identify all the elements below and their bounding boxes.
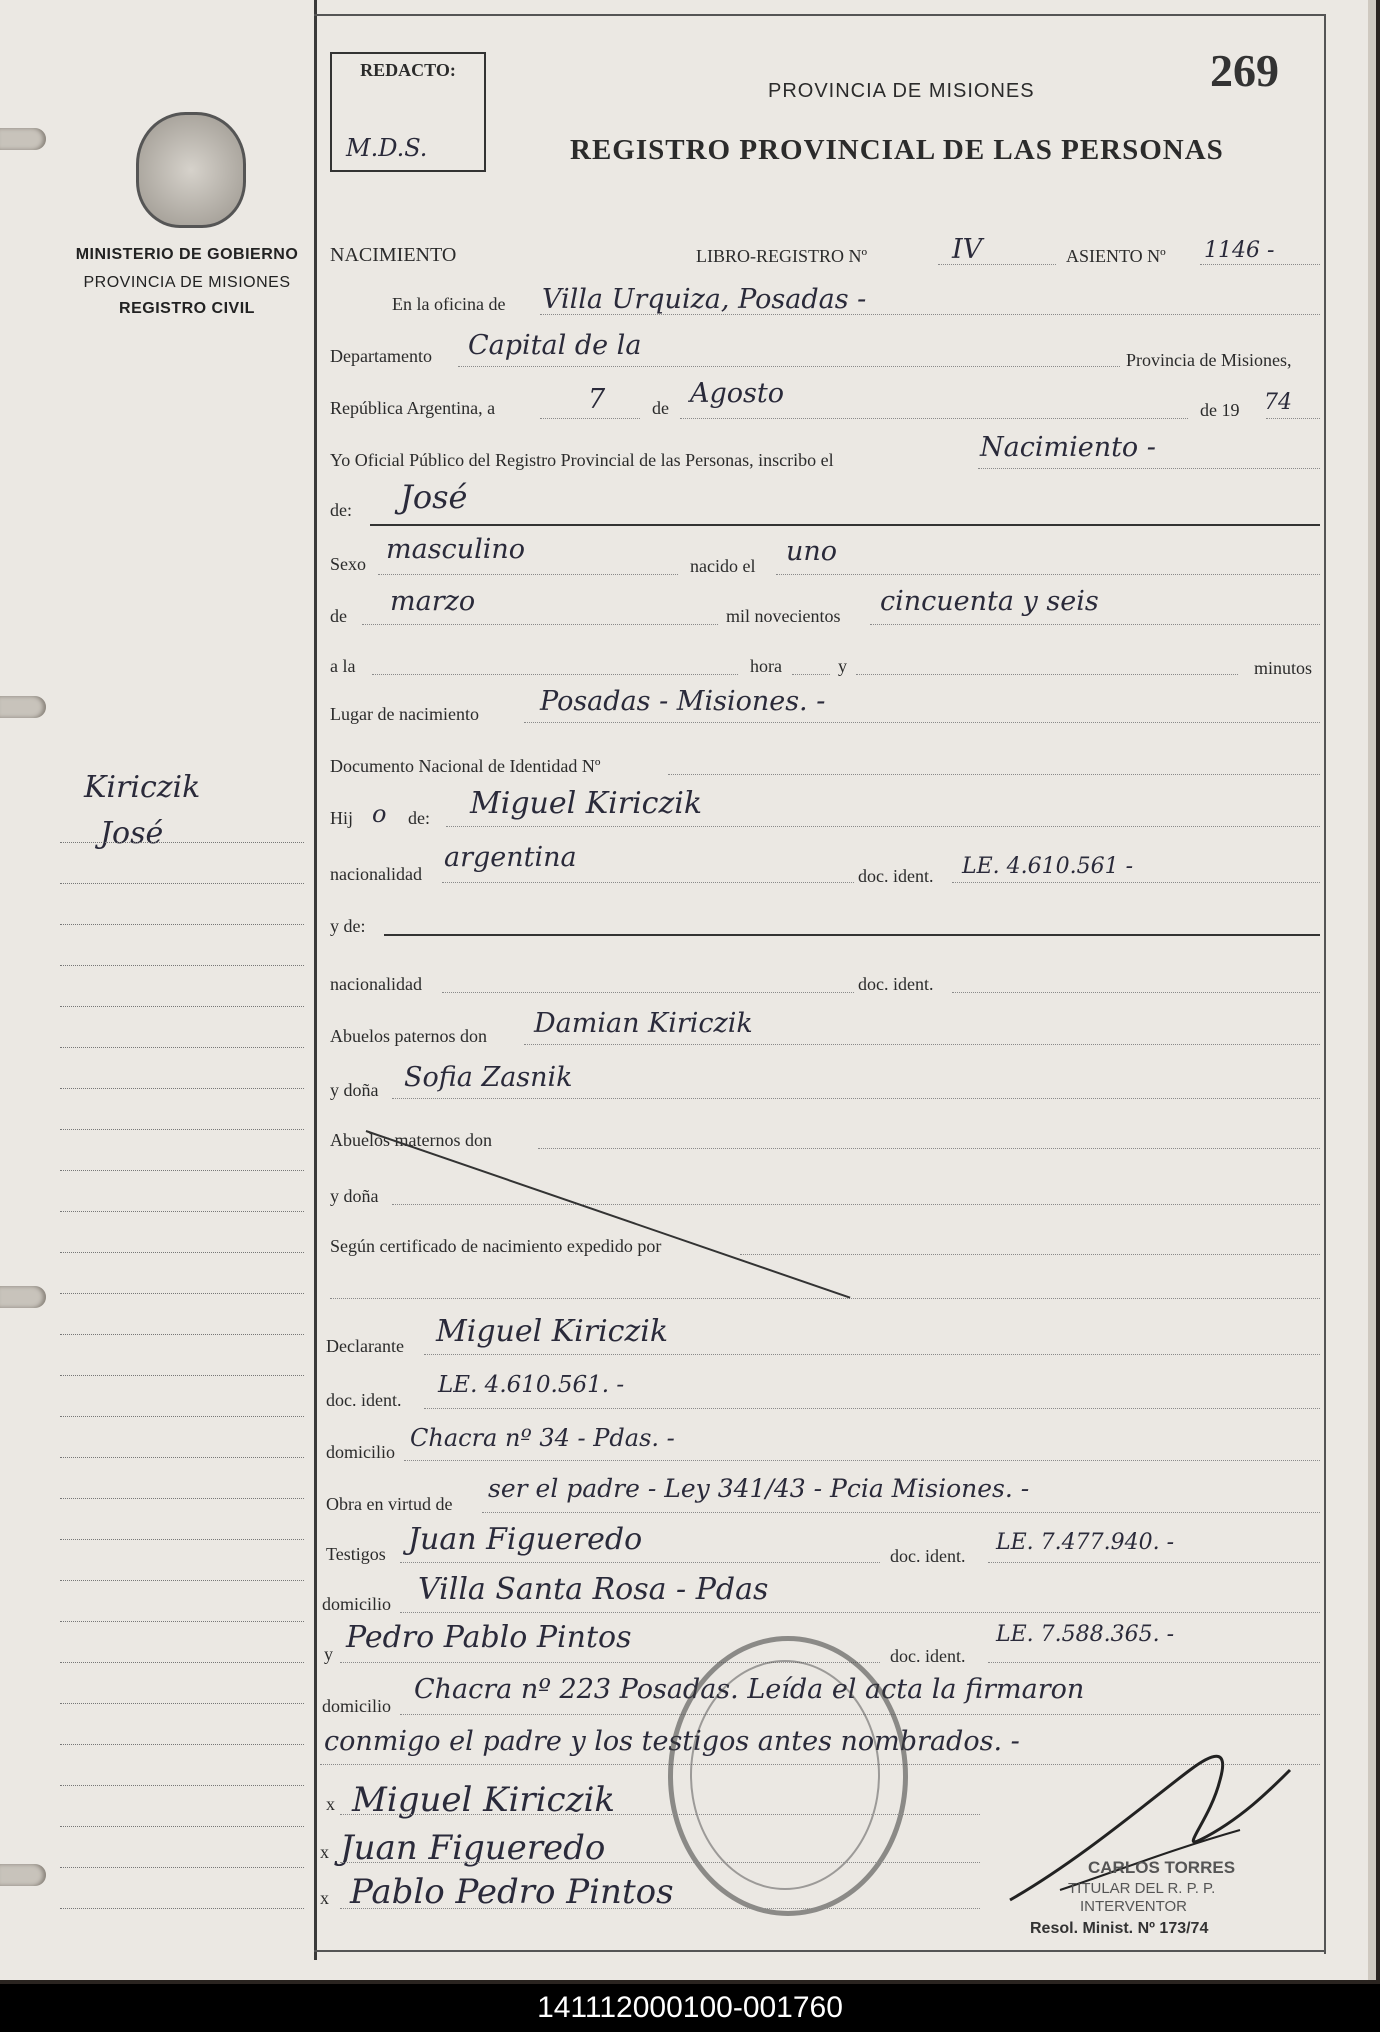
witness-1-address-value: Villa Santa Rosa - Pdas bbox=[418, 1572, 769, 1607]
department-line bbox=[458, 366, 1120, 367]
child-of-label: de: bbox=[408, 808, 430, 828]
born-day-line bbox=[776, 574, 1320, 575]
name-line bbox=[370, 524, 1320, 526]
top-rule bbox=[314, 14, 1326, 16]
father-nationality-label: nacionalidad bbox=[330, 864, 422, 884]
margin-line bbox=[60, 1539, 304, 1540]
department-label: Departamento bbox=[330, 346, 432, 366]
father-nationality-value: argentina bbox=[444, 842, 577, 873]
day-value: 7 bbox=[588, 384, 606, 415]
margin-line bbox=[60, 924, 304, 925]
binder-ring bbox=[0, 696, 46, 718]
declarant-line bbox=[424, 1354, 1320, 1355]
right-rule bbox=[1324, 14, 1326, 1954]
margin-line bbox=[60, 1457, 304, 1458]
registry-title: REGISTRO PROVINCIAL DE LAS PERSONAS bbox=[570, 134, 1224, 166]
department-value: Capital de la bbox=[468, 330, 642, 361]
name-value: José bbox=[400, 478, 468, 516]
born-year-line bbox=[870, 624, 1320, 625]
signature-father: Miguel Kiriczik bbox=[352, 1780, 615, 1820]
father-value: Miguel Kiriczik bbox=[470, 786, 703, 821]
margin-line bbox=[60, 1703, 304, 1704]
margin-line bbox=[60, 1744, 304, 1745]
witness-1-doc-label: doc. ident. bbox=[890, 1546, 966, 1566]
margin-line bbox=[60, 1498, 304, 1499]
province-label: PROVINCIA DE MISIONES bbox=[83, 274, 291, 291]
signature-mark: x bbox=[326, 1794, 335, 1814]
margin-rule bbox=[314, 0, 317, 1960]
witness-1-doc-value: LE. 7.477.940. - bbox=[996, 1530, 1175, 1555]
mother-nationality-label: nacionalidad bbox=[330, 974, 422, 994]
signature-mark: x bbox=[320, 1888, 329, 1908]
redacto-value: M.D.S. bbox=[346, 134, 428, 162]
margin-line bbox=[60, 1867, 304, 1868]
page-number: 269 bbox=[1210, 45, 1279, 96]
father-doc-value: LE. 4.610.561 - bbox=[962, 854, 1134, 879]
closing-value: conmigo el padre y los testigos antes nombrados. - bbox=[324, 1726, 1020, 1757]
witness-2-value: Pedro Pablo Pintos bbox=[346, 1620, 632, 1655]
dni-line bbox=[668, 774, 1320, 775]
book-value: IV bbox=[952, 234, 983, 265]
witness-1-line bbox=[400, 1562, 880, 1563]
name-label: de: bbox=[330, 500, 352, 520]
declarant-doc-line bbox=[424, 1408, 1320, 1409]
witness-1-doc-line bbox=[988, 1562, 1320, 1563]
birthplace-line bbox=[524, 722, 1320, 723]
mother-nationality-line bbox=[442, 992, 854, 993]
paternal-grandfather-line bbox=[524, 1044, 1320, 1045]
margin-line bbox=[60, 883, 304, 884]
margin-line bbox=[60, 1621, 304, 1622]
father-doc-label: doc. ident. bbox=[858, 866, 934, 886]
born-month-value: marzo bbox=[390, 586, 476, 617]
margin-line bbox=[60, 1170, 304, 1171]
margin-line bbox=[60, 965, 304, 966]
maternal-grandfather-line bbox=[538, 1148, 1320, 1149]
civil-registry-label: REGISTRO CIVIL bbox=[119, 300, 255, 317]
margin-line bbox=[60, 1375, 304, 1376]
paternal-grandfather-label: Abuelos paternos don bbox=[330, 1026, 487, 1046]
declarant-address-value: Chacra nº 34 - Pdas. - bbox=[410, 1424, 675, 1452]
witness-2-label: y bbox=[324, 1644, 333, 1664]
month-value: Agosto bbox=[690, 378, 784, 409]
act-value: Nacimiento - bbox=[980, 432, 1156, 463]
declarant-value: Miguel Kiriczik bbox=[436, 1314, 669, 1349]
mother-doc-line bbox=[952, 992, 1320, 993]
margin-line bbox=[60, 1416, 304, 1417]
margin-line bbox=[60, 1826, 304, 1827]
sex-label: Sexo bbox=[330, 554, 366, 574]
day-line bbox=[540, 418, 640, 419]
margin-line bbox=[60, 1293, 304, 1294]
born-on-label: nacido el bbox=[690, 556, 756, 576]
redacto-box bbox=[330, 52, 486, 172]
at-label: a la bbox=[330, 656, 356, 676]
minutes-label: minutos bbox=[1254, 658, 1313, 678]
signature-line-2 bbox=[340, 1862, 980, 1863]
official-resolution: Resol. Minist. Nº 173/74 bbox=[1030, 1920, 1209, 1937]
signature-witness-2: Pablo Pedro Pintos bbox=[350, 1872, 674, 1912]
year-label: de 19 bbox=[1200, 400, 1240, 420]
entry-label: ASIENTO Nº bbox=[1066, 246, 1166, 266]
strike-through-line bbox=[366, 1130, 851, 1299]
thousand-label: mil novecientos bbox=[726, 606, 841, 626]
child-label: Hij bbox=[330, 808, 354, 828]
mother-label: y de: bbox=[330, 916, 366, 936]
binder-ring bbox=[0, 1286, 46, 1308]
maternal-grandmother-line bbox=[392, 1204, 1320, 1205]
declarant-label: Declarante bbox=[326, 1336, 404, 1356]
margin-line bbox=[60, 1006, 304, 1007]
witness-2-address-label: domicilio bbox=[322, 1696, 391, 1716]
year-line bbox=[1266, 418, 1320, 419]
official-title: TITULAR DEL R. P. P. bbox=[1068, 1880, 1216, 1897]
born-month-line bbox=[362, 624, 718, 625]
maternal-grandmother-label: y doña bbox=[330, 1186, 379, 1206]
entry-value: 1146 - bbox=[1204, 238, 1275, 263]
child-suffix: o bbox=[372, 800, 387, 828]
sex-value: masculino bbox=[386, 534, 525, 565]
paternal-grandmother-value: Sofia Zasnik bbox=[404, 1062, 573, 1093]
witness-2-doc-value: LE. 7.588.365. - bbox=[996, 1622, 1175, 1647]
margin-line bbox=[60, 1252, 304, 1253]
of-label: de bbox=[652, 398, 669, 418]
minutes-line bbox=[856, 674, 1238, 675]
declarant-address-label: domicilio bbox=[326, 1442, 395, 1462]
declarant-doc-label: doc. ident. bbox=[326, 1390, 402, 1410]
book-label: LIBRO-REGISTRO Nº bbox=[696, 246, 868, 266]
margin-line bbox=[60, 1334, 304, 1335]
margin-line bbox=[60, 1129, 304, 1130]
witness-2-address-value: Chacra nº 223 Posadas. Leída el acta la firmaron bbox=[414, 1674, 1085, 1705]
declarant-doc-value: LE. 4.610.561. - bbox=[438, 1372, 625, 1398]
signature-witness-1: Juan Figueredo bbox=[340, 1828, 606, 1868]
father-line bbox=[446, 826, 1320, 827]
dni-label: Documento Nacional de Identidad Nº bbox=[330, 756, 601, 776]
hour-line bbox=[372, 674, 738, 675]
signature-mark: x bbox=[320, 1842, 329, 1862]
witness-2-doc-label: doc. ident. bbox=[890, 1646, 966, 1666]
binder-ring bbox=[0, 128, 46, 150]
witness-1-address-line bbox=[400, 1612, 1320, 1613]
entry-line bbox=[1200, 264, 1320, 265]
bottom-rule bbox=[314, 1950, 1326, 1952]
act-line bbox=[978, 468, 1320, 469]
mother-doc-label: doc. ident. bbox=[858, 974, 934, 994]
office-label: En la oficina de bbox=[392, 294, 506, 314]
certificate-label: Según certificado de nacimiento expedido por bbox=[330, 1236, 662, 1256]
republic-label: República Argentina, a bbox=[330, 398, 496, 418]
document-code: 141112000100-001760 bbox=[0, 1984, 1380, 2032]
witness-2-doc-line bbox=[988, 1662, 1320, 1663]
margin-line bbox=[60, 1211, 304, 1212]
mother-line bbox=[384, 934, 1320, 936]
margin-line bbox=[60, 1662, 304, 1663]
witness-1-value: Juan Figueredo bbox=[408, 1522, 643, 1557]
province-heading: PROVINCIA DE MISIONES bbox=[768, 80, 1035, 102]
official-statement-label: Yo Oficial Público del Registro Provincial de las Personas, inscribo el bbox=[330, 450, 834, 470]
witness-1-address-label: domicilio bbox=[322, 1594, 391, 1614]
authority-line bbox=[482, 1512, 1320, 1513]
witness-1-label: Testigos bbox=[326, 1544, 386, 1564]
provincial-seal-icon bbox=[136, 112, 246, 228]
margin-line bbox=[60, 1580, 304, 1581]
act-type-label: NACIMIENTO bbox=[330, 244, 457, 266]
hour-line-2 bbox=[792, 674, 830, 675]
margin-line bbox=[60, 842, 304, 843]
margin-given-name: José bbox=[100, 816, 164, 851]
born-month-label: de bbox=[330, 606, 347, 626]
office-value: Villa Urquiza, Posadas - bbox=[542, 284, 867, 315]
and-label: y bbox=[838, 656, 847, 676]
birthplace-value: Posadas - Misiones. - bbox=[540, 686, 826, 717]
ministry-label: MINISTERIO DE GOBIERNO bbox=[75, 246, 299, 263]
year-value: 74 bbox=[1264, 390, 1292, 415]
paternal-grandmother-line bbox=[392, 1098, 1320, 1099]
province-suffix-label: Provincia de Misiones, bbox=[1126, 350, 1292, 370]
registry-stamp-inner bbox=[690, 1660, 880, 1890]
father-nationality-line bbox=[442, 882, 854, 883]
signature-line-1 bbox=[340, 1814, 980, 1815]
margin-line bbox=[60, 1785, 304, 1786]
father-doc-line bbox=[952, 882, 1320, 883]
maternal-grandfather-label: Abuelos maternos don bbox=[330, 1130, 492, 1150]
redacto-label: REDACTO: bbox=[360, 60, 456, 80]
margin-surname: Kiriczik bbox=[84, 770, 201, 805]
declarant-address-line bbox=[404, 1460, 1320, 1461]
binder-ring bbox=[0, 1864, 46, 1886]
certificate-line-2 bbox=[330, 1298, 1320, 1299]
official-role: INTERVENTOR bbox=[1080, 1898, 1187, 1915]
authority-label: Obra en virtud de bbox=[326, 1494, 453, 1514]
signature-line-3 bbox=[340, 1908, 980, 1909]
margin-line bbox=[60, 1088, 304, 1089]
paternal-grandmother-label: y doña bbox=[330, 1080, 379, 1100]
born-day-value: uno bbox=[786, 536, 838, 567]
margin-line bbox=[60, 1047, 304, 1048]
authority-value: ser el padre - Ley 341/43 - Pcia Misiones. - bbox=[488, 1474, 1030, 1503]
certificate-line bbox=[740, 1254, 1320, 1255]
born-year-value: cincuenta y seis bbox=[880, 586, 1099, 617]
official-name: CARLOS TORRES bbox=[1088, 1858, 1236, 1877]
paternal-grandfather-value: Damian Kiriczik bbox=[534, 1008, 753, 1039]
birthplace-label: Lugar de nacimiento bbox=[330, 704, 479, 724]
month-line bbox=[680, 418, 1188, 419]
sex-line bbox=[378, 574, 678, 575]
hour-label: hora bbox=[750, 656, 782, 676]
margin-line bbox=[60, 1908, 304, 1909]
